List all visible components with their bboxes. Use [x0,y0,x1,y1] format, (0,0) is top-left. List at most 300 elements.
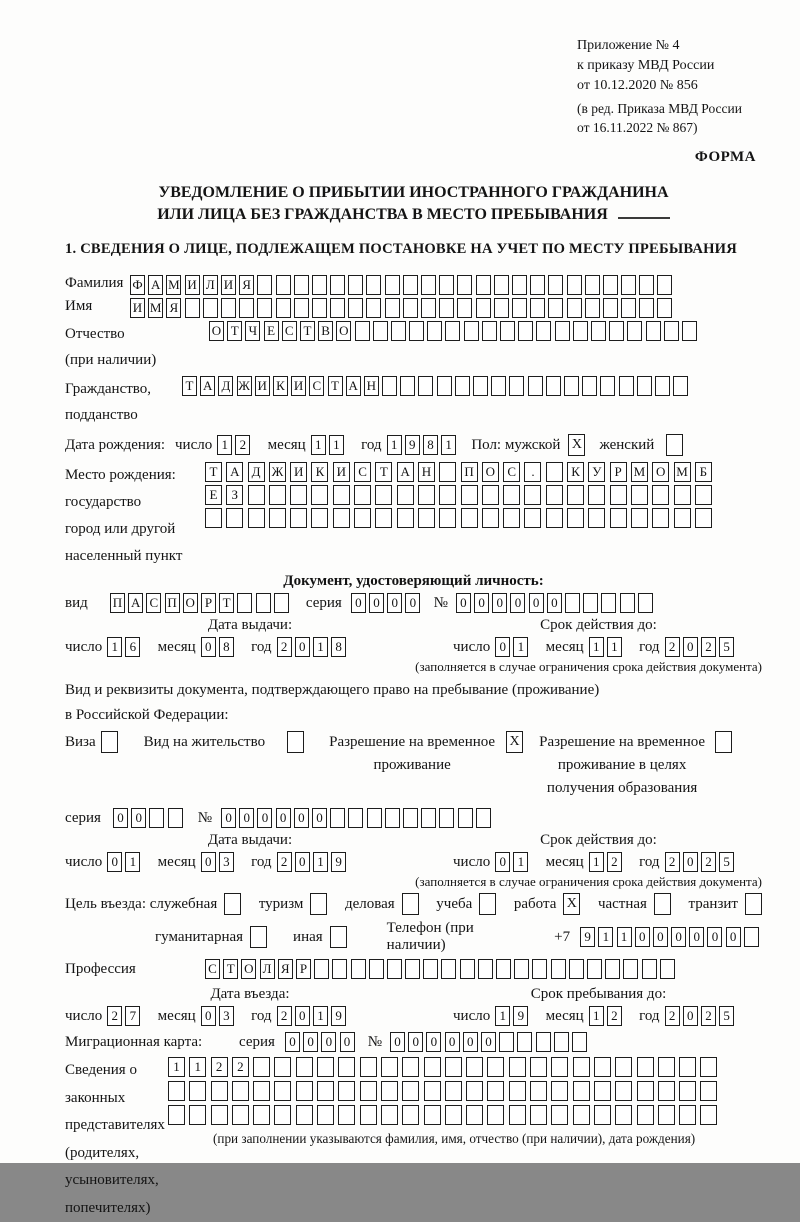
char-cell[interactable]: 0 [474,593,489,613]
char-cell[interactable]: И [333,462,350,482]
char-cell[interactable]: 0 [683,1006,698,1026]
char-cell[interactable] [253,1057,270,1077]
char-cell[interactable]: И [291,376,306,396]
char-cell[interactable]: 1 [313,637,328,657]
char-cell[interactable] [487,1105,504,1125]
char-cell[interactable] [397,485,414,505]
char-cell[interactable]: 0 [689,927,704,947]
char-cell[interactable] [658,1081,675,1101]
char-cell[interactable] [257,298,272,318]
char-cell[interactable] [391,321,406,341]
char-cell[interactable] [603,275,618,295]
char-cell[interactable]: 0 [369,593,384,613]
visa-checkbox[interactable] [101,731,118,753]
char-cell[interactable] [639,275,654,295]
char-cell[interactable] [673,376,688,396]
char-cell[interactable] [487,1081,504,1101]
char-cell[interactable] [658,1105,675,1125]
char-cell[interactable]: 1 [168,1057,185,1077]
char-cell[interactable]: Я [166,298,181,318]
char-cell[interactable] [403,298,418,318]
char-cell[interactable] [317,1057,334,1077]
char-cell[interactable] [441,959,456,979]
char-cell[interactable]: 0 [351,593,366,613]
char-cell[interactable]: 2 [701,1006,716,1026]
char-cell[interactable]: 0 [426,1032,441,1052]
char-cell[interactable] [276,298,291,318]
char-cell[interactable] [503,508,520,528]
char-cell[interactable] [518,321,533,341]
char-cell[interactable]: А [200,376,215,396]
char-cell[interactable]: П [165,593,180,613]
char-cell[interactable] [439,808,454,828]
char-cell[interactable]: О [652,462,669,482]
char-cell[interactable] [424,1081,441,1101]
char-cell[interactable]: 0 [463,1032,478,1052]
char-cell[interactable] [695,485,712,505]
char-cell[interactable]: 0 [107,852,122,872]
char-cell[interactable]: 0 [653,927,668,947]
char-cell[interactable]: О [482,462,499,482]
char-cell[interactable] [583,593,598,613]
char-cell[interactable]: М [674,462,691,482]
char-cell[interactable] [338,1105,355,1125]
char-cell[interactable] [588,508,605,528]
char-cell[interactable]: 9 [580,927,595,947]
char-cell[interactable] [466,1057,483,1077]
char-cell[interactable] [573,1105,590,1125]
char-cell[interactable]: 0 [294,808,309,828]
char-cell[interactable]: 0 [387,593,402,613]
char-cell[interactable]: 2 [211,1057,228,1077]
char-cell[interactable]: Н [418,462,435,482]
char-cell[interactable] [460,959,475,979]
char-cell[interactable] [637,1081,654,1101]
char-cell[interactable] [639,298,654,318]
char-cell[interactable]: 2 [701,637,716,657]
char-cell[interactable]: 8 [219,637,234,657]
char-cell[interactable] [168,808,183,828]
char-cell[interactable] [257,275,272,295]
char-cell[interactable] [700,1105,717,1125]
char-cell[interactable] [646,321,661,341]
char-cell[interactable] [554,1032,569,1052]
char-cell[interactable]: М [631,462,648,482]
char-cell[interactable]: 1 [589,852,604,872]
char-cell[interactable]: 1 [387,435,402,455]
char-cell[interactable]: 8 [331,637,346,657]
char-cell[interactable] [294,298,309,318]
char-cell[interactable] [418,508,435,528]
char-cell[interactable] [679,1105,696,1125]
char-cell[interactable]: 9 [405,435,420,455]
char-cell[interactable] [269,508,286,528]
char-cell[interactable]: Е [205,485,222,505]
char-cell[interactable] [445,1081,462,1101]
char-cell[interactable] [418,376,433,396]
char-cell[interactable]: 0 [635,927,650,947]
char-cell[interactable] [657,275,672,295]
char-cell[interactable]: 2 [607,852,622,872]
sex-male-checkbox[interactable]: X [568,434,585,456]
char-cell[interactable]: Р [610,462,627,482]
char-cell[interactable] [403,275,418,295]
char-cell[interactable] [631,508,648,528]
char-cell[interactable] [494,298,509,318]
char-cell[interactable] [652,485,669,505]
char-cell[interactable] [311,485,328,505]
char-cell[interactable] [530,1081,547,1101]
char-cell[interactable] [385,808,400,828]
temporary-residence-education-checkbox[interactable] [715,731,732,753]
char-cell[interactable]: 6 [125,637,140,657]
char-cell[interactable]: А [226,462,243,482]
char-cell[interactable] [679,1057,696,1077]
char-cell[interactable]: 0 [295,637,310,657]
char-cell[interactable] [367,808,382,828]
char-cell[interactable]: 0 [221,808,236,828]
char-cell[interactable] [439,275,454,295]
char-cell[interactable] [674,485,691,505]
char-cell[interactable]: С [309,376,324,396]
char-cell[interactable]: И [130,298,145,318]
char-cell[interactable] [296,1105,313,1125]
char-cell[interactable] [594,1057,611,1077]
char-cell[interactable] [587,959,602,979]
char-cell[interactable] [700,1081,717,1101]
char-cell[interactable]: И [255,376,270,396]
char-cell[interactable] [314,959,329,979]
char-cell[interactable]: С [354,462,371,482]
char-cell[interactable] [615,1057,632,1077]
char-cell[interactable]: 1 [125,852,140,872]
char-cell[interactable] [476,808,491,828]
char-cell[interactable] [546,508,563,528]
char-cell[interactable]: 2 [665,637,680,657]
char-cell[interactable]: 0 [707,927,722,947]
char-cell[interactable]: 0 [405,593,420,613]
char-cell[interactable]: 0 [390,1032,405,1052]
char-cell[interactable] [660,959,675,979]
char-cell[interactable] [487,1057,504,1077]
char-cell[interactable]: 0 [201,852,216,872]
char-cell[interactable] [387,959,402,979]
char-cell[interactable]: 0 [481,1032,496,1052]
purpose-humanitarian-checkbox[interactable] [250,926,267,948]
char-cell[interactable]: 0 [683,637,698,657]
purpose-work-checkbox[interactable]: X [563,893,580,915]
char-cell[interactable] [185,298,200,318]
char-cell[interactable] [536,1032,551,1052]
char-cell[interactable] [572,1032,587,1052]
char-cell[interactable] [585,275,600,295]
char-cell[interactable] [638,593,653,613]
char-cell[interactable] [461,485,478,505]
char-cell[interactable] [564,376,579,396]
purpose-other-checkbox[interactable] [330,926,347,948]
char-cell[interactable]: 1 [329,435,344,455]
purpose-transit-checkbox[interactable] [745,893,762,915]
char-cell[interactable] [360,1081,377,1101]
char-cell[interactable] [296,1057,313,1077]
char-cell[interactable] [274,593,289,613]
char-cell[interactable]: 0 [492,593,507,613]
char-cell[interactable]: 0 [495,637,510,657]
char-cell[interactable] [582,376,597,396]
char-cell[interactable]: 0 [303,1032,318,1052]
char-cell[interactable] [457,298,472,318]
char-cell[interactable] [189,1081,206,1101]
char-cell[interactable]: К [567,462,584,482]
char-cell[interactable] [445,321,460,341]
char-cell[interactable] [274,1057,291,1077]
char-cell[interactable] [642,959,657,979]
char-cell[interactable]: И [185,275,200,295]
char-cell[interactable] [524,508,541,528]
char-cell[interactable] [567,508,584,528]
char-cell[interactable]: Л [260,959,275,979]
char-cell[interactable]: 1 [589,1006,604,1026]
char-cell[interactable]: 0 [408,1032,423,1052]
char-cell[interactable] [330,808,345,828]
char-cell[interactable] [437,376,452,396]
char-cell[interactable] [623,959,638,979]
char-cell[interactable] [366,275,381,295]
char-cell[interactable] [168,1081,185,1101]
char-cell[interactable] [203,298,218,318]
char-cell[interactable] [248,508,265,528]
char-cell[interactable]: 2 [607,1006,622,1026]
char-cell[interactable]: Т [375,462,392,482]
char-cell[interactable] [409,321,424,341]
char-cell[interactable] [375,508,392,528]
char-cell[interactable] [403,808,418,828]
char-cell[interactable]: 9 [331,852,346,872]
purpose-private-checkbox[interactable] [654,893,671,915]
char-cell[interactable] [509,376,524,396]
char-cell[interactable] [491,376,506,396]
char-cell[interactable] [509,1057,526,1077]
char-cell[interactable] [355,321,370,341]
char-cell[interactable] [631,485,648,505]
char-cell[interactable] [351,959,366,979]
char-cell[interactable] [512,275,527,295]
char-cell[interactable] [332,959,347,979]
char-cell[interactable] [397,508,414,528]
char-cell[interactable]: 3 [219,852,234,872]
char-cell[interactable]: 1 [107,637,122,657]
char-cell[interactable]: 1 [217,435,232,455]
char-cell[interactable]: М [166,275,181,295]
char-cell[interactable] [400,376,415,396]
char-cell[interactable]: Б [695,462,712,482]
char-cell[interactable] [296,1081,313,1101]
char-cell[interactable]: С [205,959,220,979]
char-cell[interactable] [652,508,669,528]
char-cell[interactable] [567,485,584,505]
char-cell[interactable] [402,1105,419,1125]
purpose-study-checkbox[interactable] [479,893,496,915]
sex-female-checkbox[interactable] [666,434,683,456]
char-cell[interactable]: Д [218,376,233,396]
char-cell[interactable] [567,275,582,295]
char-cell[interactable] [317,1081,334,1101]
char-cell[interactable] [149,808,164,828]
char-cell[interactable] [274,1105,291,1125]
char-cell[interactable] [317,1105,334,1125]
char-cell[interactable] [369,959,384,979]
char-cell[interactable]: И [221,275,236,295]
char-cell[interactable] [594,1105,611,1125]
char-cell[interactable] [290,508,307,528]
char-cell[interactable] [600,376,615,396]
char-cell[interactable]: 0 [113,808,128,828]
char-cell[interactable] [603,298,618,318]
char-cell[interactable]: 2 [665,1006,680,1026]
char-cell[interactable] [655,376,670,396]
char-cell[interactable] [548,275,563,295]
char-cell[interactable] [385,275,400,295]
char-cell[interactable] [588,485,605,505]
char-cell[interactable]: А [128,593,143,613]
char-cell[interactable] [530,298,545,318]
char-cell[interactable] [476,275,491,295]
char-cell[interactable]: 1 [589,637,604,657]
char-cell[interactable]: 0 [285,1032,300,1052]
char-cell[interactable]: Т [182,376,197,396]
char-cell[interactable]: 0 [201,637,216,657]
char-cell[interactable] [573,1057,590,1077]
char-cell[interactable]: 1 [513,852,528,872]
char-cell[interactable] [496,959,511,979]
char-cell[interactable] [585,298,600,318]
char-cell[interactable] [439,298,454,318]
char-cell[interactable] [405,959,420,979]
char-cell[interactable] [439,508,456,528]
char-cell[interactable]: С [503,462,520,482]
char-cell[interactable]: Е [264,321,279,341]
char-cell[interactable] [421,808,436,828]
char-cell[interactable]: 0 [257,808,272,828]
char-cell[interactable] [528,376,543,396]
char-cell[interactable] [514,959,529,979]
char-cell[interactable] [615,1081,632,1101]
char-cell[interactable]: 2 [277,637,292,657]
char-cell[interactable] [354,485,371,505]
char-cell[interactable]: Д [248,462,265,482]
char-cell[interactable]: 1 [598,927,613,947]
char-cell[interactable] [211,1081,228,1101]
char-cell[interactable]: 1 [513,637,528,657]
char-cell[interactable] [695,508,712,528]
char-cell[interactable] [348,298,363,318]
char-cell[interactable]: 9 [331,1006,346,1026]
char-cell[interactable]: Т [328,376,343,396]
char-cell[interactable] [418,485,435,505]
char-cell[interactable]: Я [239,275,254,295]
char-cell[interactable] [482,485,499,505]
char-cell[interactable] [221,298,236,318]
char-cell[interactable]: 3 [219,1006,234,1026]
char-cell[interactable]: . [524,462,541,482]
char-cell[interactable]: Ф [130,275,145,295]
char-cell[interactable] [637,376,652,396]
char-cell[interactable] [348,275,363,295]
char-cell[interactable]: 0 [295,852,310,872]
char-cell[interactable] [402,1057,419,1077]
char-cell[interactable]: О [183,593,198,613]
char-cell[interactable]: 2 [277,852,292,872]
char-cell[interactable]: 1 [495,1006,510,1026]
char-cell[interactable] [524,485,541,505]
char-cell[interactable]: 0 [726,927,741,947]
char-cell[interactable] [312,298,327,318]
char-cell[interactable]: А [346,376,361,396]
char-cell[interactable]: Р [201,593,216,613]
char-cell[interactable]: 1 [617,927,632,947]
char-cell[interactable] [276,275,291,295]
char-cell[interactable]: 0 [547,593,562,613]
char-cell[interactable]: 0 [239,808,254,828]
char-cell[interactable]: 0 [529,593,544,613]
char-cell[interactable] [338,1057,355,1077]
char-cell[interactable] [476,298,491,318]
char-cell[interactable] [366,298,381,318]
char-cell[interactable] [610,508,627,528]
char-cell[interactable]: 1 [441,435,456,455]
char-cell[interactable] [657,298,672,318]
char-cell[interactable] [360,1057,377,1077]
char-cell[interactable] [445,1057,462,1077]
char-cell[interactable] [248,485,265,505]
char-cell[interactable] [615,1105,632,1125]
char-cell[interactable]: Т [223,959,238,979]
char-cell[interactable] [348,808,363,828]
char-cell[interactable] [482,321,497,341]
char-cell[interactable]: 0 [312,808,327,828]
char-cell[interactable] [269,485,286,505]
char-cell[interactable] [494,275,509,295]
char-cell[interactable] [256,593,271,613]
char-cell[interactable] [421,298,436,318]
char-cell[interactable] [591,321,606,341]
char-cell[interactable]: Ч [245,321,260,341]
residence-permit-checkbox[interactable] [287,731,304,753]
char-cell[interactable]: 2 [235,435,250,455]
char-cell[interactable]: Л [203,275,218,295]
char-cell[interactable] [294,275,309,295]
char-cell[interactable] [354,508,371,528]
char-cell[interactable] [573,1081,590,1101]
char-cell[interactable] [548,298,563,318]
char-cell[interactable] [445,1105,462,1125]
char-cell[interactable] [536,321,551,341]
char-cell[interactable]: Ж [269,462,286,482]
char-cell[interactable]: К [311,462,328,482]
char-cell[interactable]: 0 [201,1006,216,1026]
char-cell[interactable] [627,321,642,341]
char-cell[interactable] [402,1081,419,1101]
char-cell[interactable] [499,1032,514,1052]
char-cell[interactable] [424,1057,441,1077]
char-cell[interactable]: В [318,321,333,341]
char-cell[interactable] [610,485,627,505]
char-cell[interactable]: Ж [237,376,252,396]
char-cell[interactable] [338,1081,355,1101]
purpose-business-checkbox[interactable] [224,893,241,915]
char-cell[interactable]: 0 [495,852,510,872]
char-cell[interactable]: 1 [313,852,328,872]
